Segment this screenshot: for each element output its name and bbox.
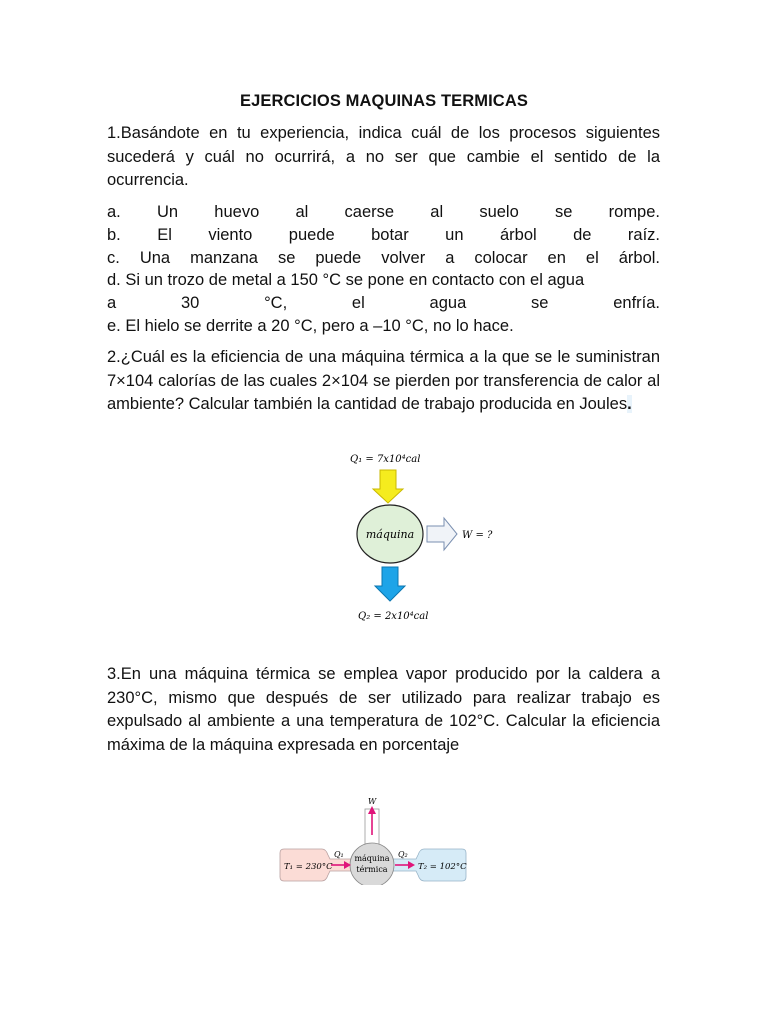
q2-label: Q₂ [398,850,408,859]
question-2-body: 2.¿Cuál es la eficiencia de una máquina térmica a la que se le suministran 7×104 calorías de las cuales 2×104 se pierden por transferencia de calor al ambiente? Calcular también la cantidad de trabajo producida en Joules [107,348,660,413]
heat-input-arrow [373,470,403,503]
page-title: EJERCICIOS MAQUINAS TERMICAS [240,92,528,110]
reservoir-diagram [278,795,468,885]
cold-temperature-label: T₂ = 102°C [418,862,467,872]
q1-label: Q₁ [334,850,344,859]
question-1-item-a: a. Un huevo al caerse al suelo se rompe. [107,203,660,221]
work-label: W [368,797,377,806]
work-label: W = ? [462,530,493,541]
question-1-item-e: e. El hielo se derrite a 20 °C, pero a –10 °C, no lo hace. [107,317,514,335]
question-1-item-d: d. Si un trozo de metal a 150 °C se pone en contacto con el agua [107,271,585,289]
question-3-text: 3.En una máquina térmica se emplea vapor producido por la caldera a 230°C, mismo que después de ser utilizado para realizar trabajo es expulsado al ambiente a una temperatura de 102°C. Calcular la eficiencia máxima de la máquina expresada en porcentaje [107,665,660,754]
machine-label: máquina [365,528,415,541]
machine-label-line2: térmica [356,865,388,874]
heat-engine-diagram [330,445,530,630]
question-1-item-d-cont: a 30 °C, el agua se enfría. [107,294,660,312]
question-1-item-c: c. Una manzana se puede volver a colocar en el árbol. [107,249,660,267]
question-2-text [107,346,660,417]
q2-output-label: Q₂ = 2x10⁴cal [358,611,429,622]
machine-label-line1: máquina [354,854,390,863]
question-2-end-mark: . [627,395,632,413]
work-output-arrow [427,518,457,550]
question-1-item-b: b. El viento puede botar un árbol de raíz. [107,226,660,244]
question-1-intro: 1.Basándote en tu experiencia, indica cuál de los procesos siguientes sucederá y cuál no ocurrirá, a no ser que cambie el sentido de la ocurrencia. [107,124,660,189]
machine-circle [350,843,394,885]
q1-input-label: Q₁ = 7x10⁴cal [350,454,421,465]
hot-temperature-label: T₁ = 230°C [284,862,333,872]
heat-output-arrow [375,567,405,601]
